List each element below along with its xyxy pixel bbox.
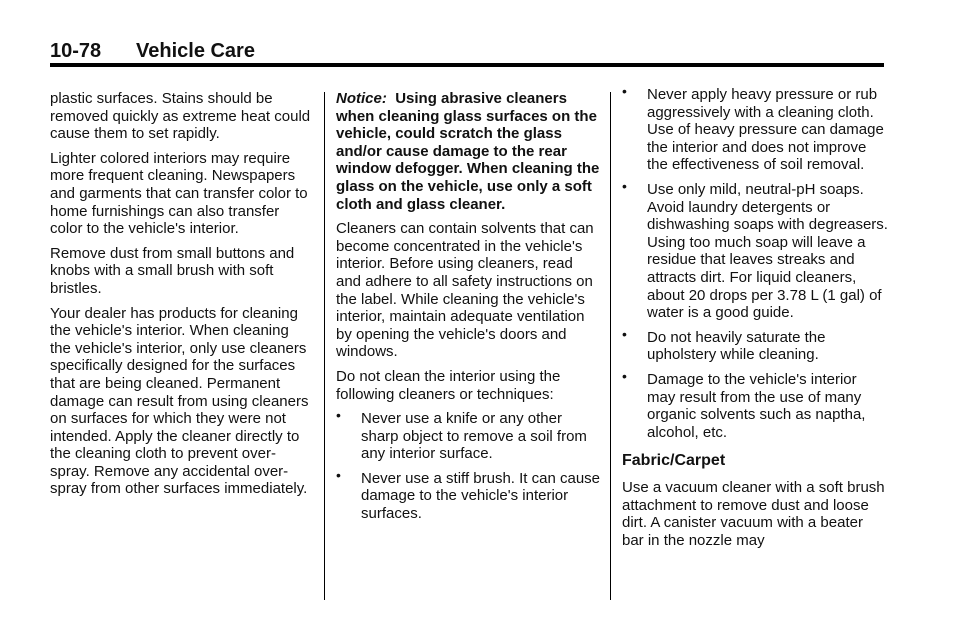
column-divider-1 bbox=[324, 92, 325, 600]
column-left bbox=[50, 90, 312, 505]
bullet-item bbox=[622, 367, 888, 441]
bullet-icon: • bbox=[336, 407, 341, 424]
bullet-item bbox=[622, 325, 888, 364]
column-right bbox=[622, 83, 888, 557]
bullet-item bbox=[622, 177, 888, 322]
bullet-icon: • bbox=[622, 367, 627, 384]
page-number: 10-78 bbox=[50, 40, 102, 62]
bullet-text: Use only mild, neutral-pH soaps. Avoid laundry detergents or dishwashing soaps with degreasers. Using too much soap will leave a residue that leaves streaks and attracts dirt. For liquid cleaners, about 20 drops per 3.78 L (1 gal) of water is a good guide. bbox=[647, 180, 888, 322]
bullet-item bbox=[336, 466, 601, 523]
header-rule bbox=[50, 63, 884, 67]
paragraph: Lighter colored interiors may require more frequent cleaning. Newspapers and garments that can transfer color to home furnishings can also transfer color to the vehicle's interior. bbox=[50, 149, 308, 238]
bullet-icon: • bbox=[622, 325, 627, 342]
bullet-text: Never use a stiff brush. It can cause damage to the vehicle's interior surfaces. bbox=[361, 469, 601, 523]
paragraph: Your dealer has products for cleaning the vehicle's interior. When cleaning the vehicle's interior, only use cleaners specifically designed for the surfaces that are being cleaned. Permanent damage can result from using cleaners on surfaces for which they were not intended. Apply the cleaner directly to the cleaning cloth to prevent over-spray. Remove any accidental over-spray from other surfaces immediately. bbox=[50, 304, 309, 498]
bullet-icon: • bbox=[622, 83, 627, 99]
subheading: Fabric/Carpet bbox=[622, 452, 726, 470]
column-divider-2 bbox=[610, 92, 611, 600]
column-middle bbox=[336, 90, 600, 530]
paragraph: Use a vacuum cleaner with a soft brush attachment to remove dust and loose dirt. A canister vacuum with a beater bar in the nozzle may bbox=[622, 479, 885, 550]
bullet-text: Never apply heavy pressure or rub aggressively with a cleaning cloth. Use of heavy pressure can damage the interior and does not improve the effectiveness of soil removal. bbox=[647, 86, 884, 174]
paragraph: Cleaners can contain solvents that can become concentrated in the vehicle's interior. Before using cleaners, read and adhere to all safety instructions on the label. While cleaning the vehicle's interior, maintain adequate ventilation by opening the vehicle's doors and windows. bbox=[336, 220, 594, 361]
paragraph: Do not clean the interior using the following cleaners or techniques: bbox=[336, 367, 561, 403]
page-header bbox=[50, 38, 884, 66]
notice-text: Using abrasive cleaners when cleaning glass surfaces on the vehicle, could scratch the glass and/or cause damage to the rear window defogger. When cleaning the glass on the vehicle, use only a soft cloth and glass cleaner. bbox=[336, 90, 600, 213]
bullet-text: Never use a knife or any other sharp object to remove a soil from any interior surface. bbox=[361, 410, 587, 463]
bullet-text: Do not heavily saturate the upholstery while cleaning. bbox=[647, 328, 826, 364]
bullet-item bbox=[336, 407, 600, 463]
notice-block bbox=[336, 90, 600, 213]
notice-label: Notice: bbox=[336, 90, 387, 107]
section-title: Vehicle Care bbox=[136, 40, 255, 62]
bullet-item bbox=[622, 83, 888, 174]
paragraph: Remove dust from small buttons and knobs with a small brush with soft bristles. bbox=[50, 244, 295, 297]
bullet-icon: • bbox=[622, 177, 627, 194]
bullet-text: Damage to the vehicle's interior may result from the use of many organic solvents such as naptha, alcohol, etc. bbox=[647, 370, 866, 441]
bullet-icon: • bbox=[336, 466, 341, 483]
paragraph: plastic surfaces. Stains should be removed quickly as extreme heat could cause them to set rapidly. bbox=[50, 90, 311, 143]
